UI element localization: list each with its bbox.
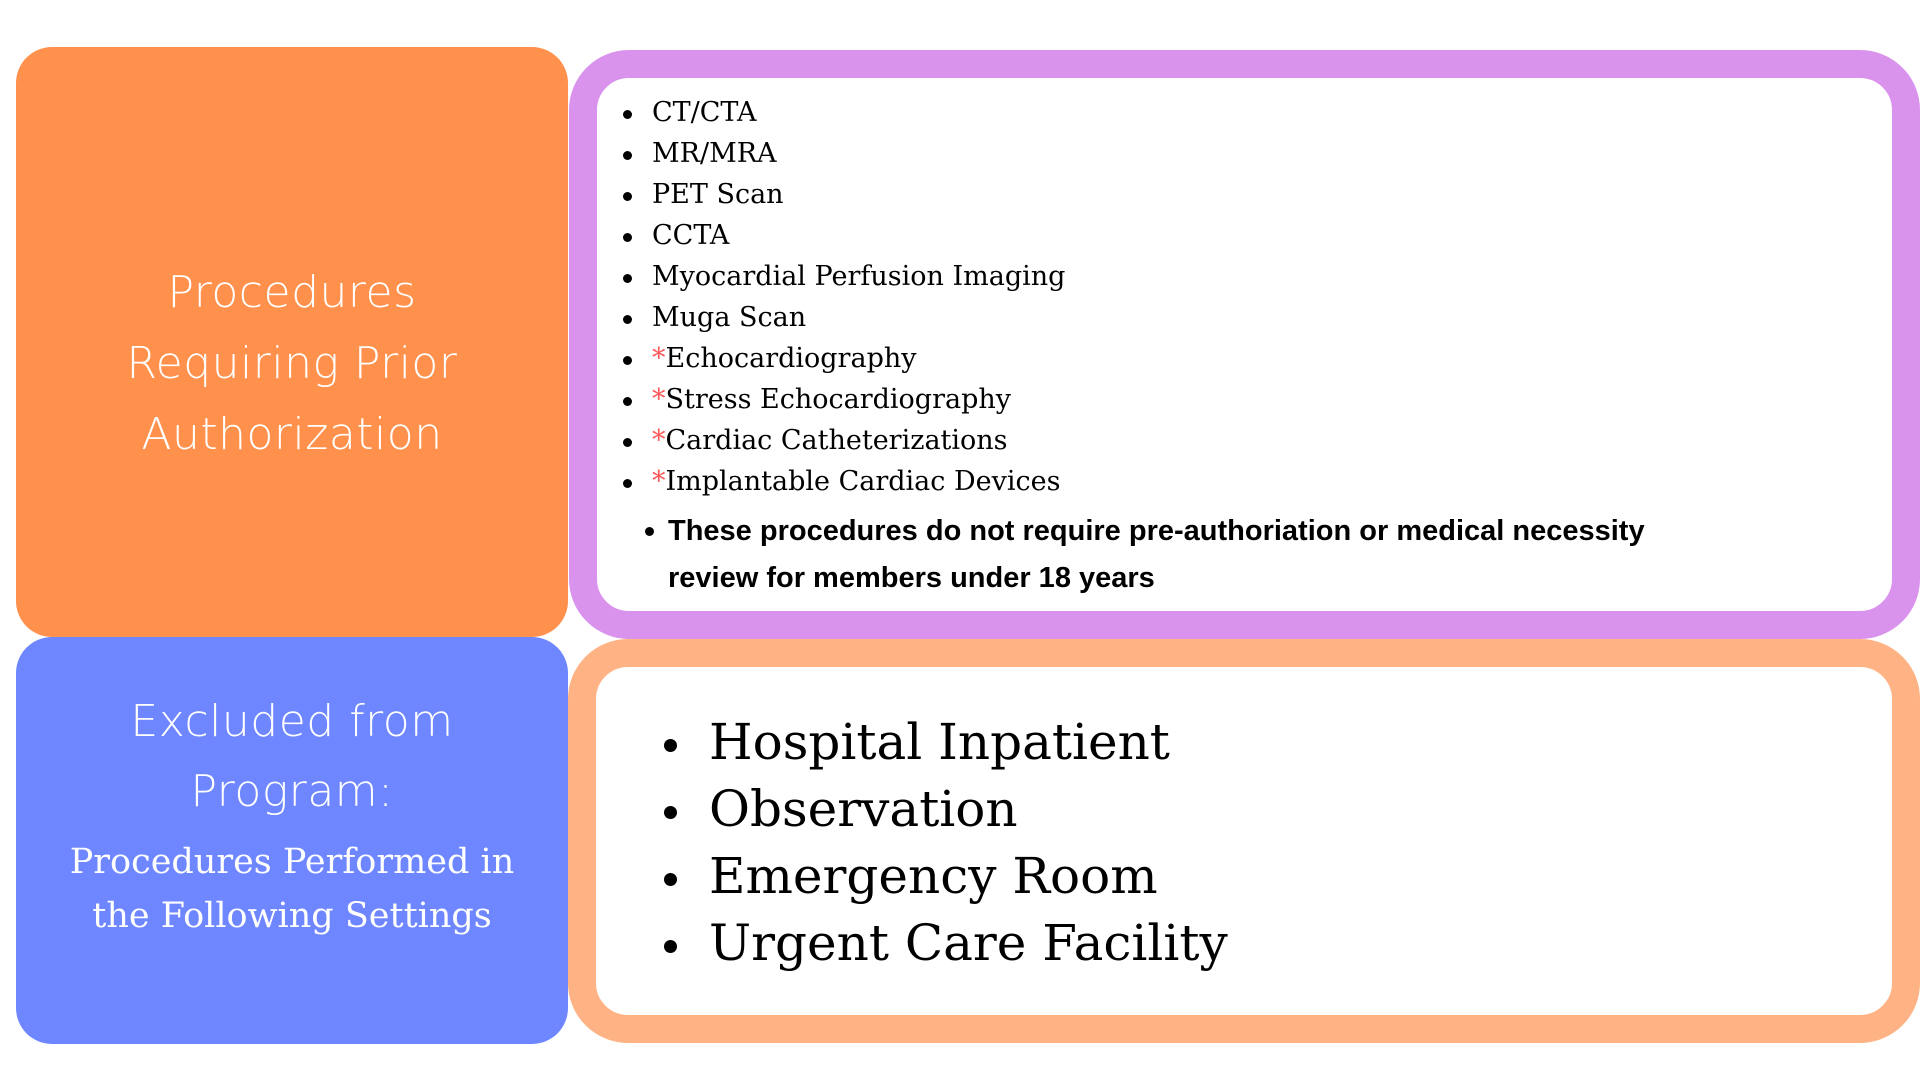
setting-label: Emergency Room	[709, 847, 1158, 905]
asterisk-icon: *	[652, 384, 666, 415]
under-18-note	[668, 508, 1868, 602]
list-item	[619, 256, 1065, 297]
title-line: Excluded from	[130, 696, 454, 747]
procedure-label: Muga Scan	[652, 302, 807, 333]
list-item	[619, 215, 1065, 256]
bullet-icon	[664, 739, 677, 752]
procedure-label: Echocardiography	[665, 343, 917, 374]
list-item	[619, 92, 1065, 133]
title-line: Procedures	[167, 267, 417, 318]
bullet-icon	[664, 940, 677, 953]
excluded-subtitle	[16, 835, 568, 943]
procedure-label: CT/CTA	[652, 97, 757, 128]
list-item	[662, 910, 1228, 977]
settings-list	[662, 709, 1228, 977]
bullet-icon	[623, 151, 632, 160]
setting-label: Hospital Inpatient	[709, 713, 1170, 771]
list-item	[619, 379, 1065, 420]
title-line: Authorization	[141, 409, 443, 460]
subtitle-line: Procedures Performed in	[69, 842, 515, 882]
procedures-list	[619, 92, 1065, 502]
excluded-title	[16, 687, 568, 827]
list-item	[619, 297, 1065, 338]
procedure-label: Stress Echocardiography	[665, 384, 1012, 415]
bullet-icon	[623, 356, 632, 365]
procedure-label: Implantable Cardiac Devices	[665, 466, 1061, 497]
note-line: review for members under 18 years	[668, 562, 1155, 594]
prior-authorization-label-box	[16, 47, 568, 637]
bullet-icon	[623, 479, 632, 488]
bullet-icon	[623, 110, 632, 119]
procedure-label: CCTA	[652, 220, 730, 251]
asterisk-icon: *	[652, 343, 666, 374]
procedure-label: PET Scan	[652, 179, 784, 210]
list-item	[619, 338, 1065, 379]
procedures-panel	[569, 50, 1920, 639]
prior-authorization-title	[16, 257, 568, 470]
excluded-label-box	[16, 637, 568, 1044]
list-item	[662, 843, 1228, 910]
list-item	[619, 133, 1065, 174]
list-item	[662, 709, 1228, 776]
procedure-label: Myocardial Perfusion Imaging	[652, 261, 1066, 292]
bullet-icon	[623, 438, 632, 447]
bullet-icon	[645, 527, 654, 536]
bullet-icon	[664, 806, 677, 819]
setting-label: Observation	[709, 780, 1018, 838]
list-item	[619, 461, 1065, 502]
asterisk-icon: *	[652, 425, 666, 456]
bullet-icon	[623, 192, 632, 201]
asterisk-icon: *	[652, 466, 666, 497]
list-item	[619, 420, 1065, 461]
bullet-icon	[623, 397, 632, 406]
procedure-label: Cardiac Catheterizations	[665, 425, 1008, 456]
title-line: Program:	[190, 766, 394, 817]
bullet-icon	[623, 233, 632, 242]
bullet-icon	[623, 315, 632, 324]
bullet-icon	[664, 873, 677, 886]
list-item	[662, 776, 1228, 843]
bullet-icon	[623, 274, 632, 283]
list-item	[619, 174, 1065, 215]
subtitle-line: the Following Settings	[92, 896, 492, 936]
settings-panel	[568, 639, 1920, 1043]
setting-label: Urgent Care Facility	[709, 914, 1228, 972]
procedure-label: MR/MRA	[652, 138, 777, 169]
title-line: Requiring Prior	[126, 338, 458, 389]
note-line: These procedures do not require pre-authoriation or medical necessity	[668, 515, 1645, 547]
